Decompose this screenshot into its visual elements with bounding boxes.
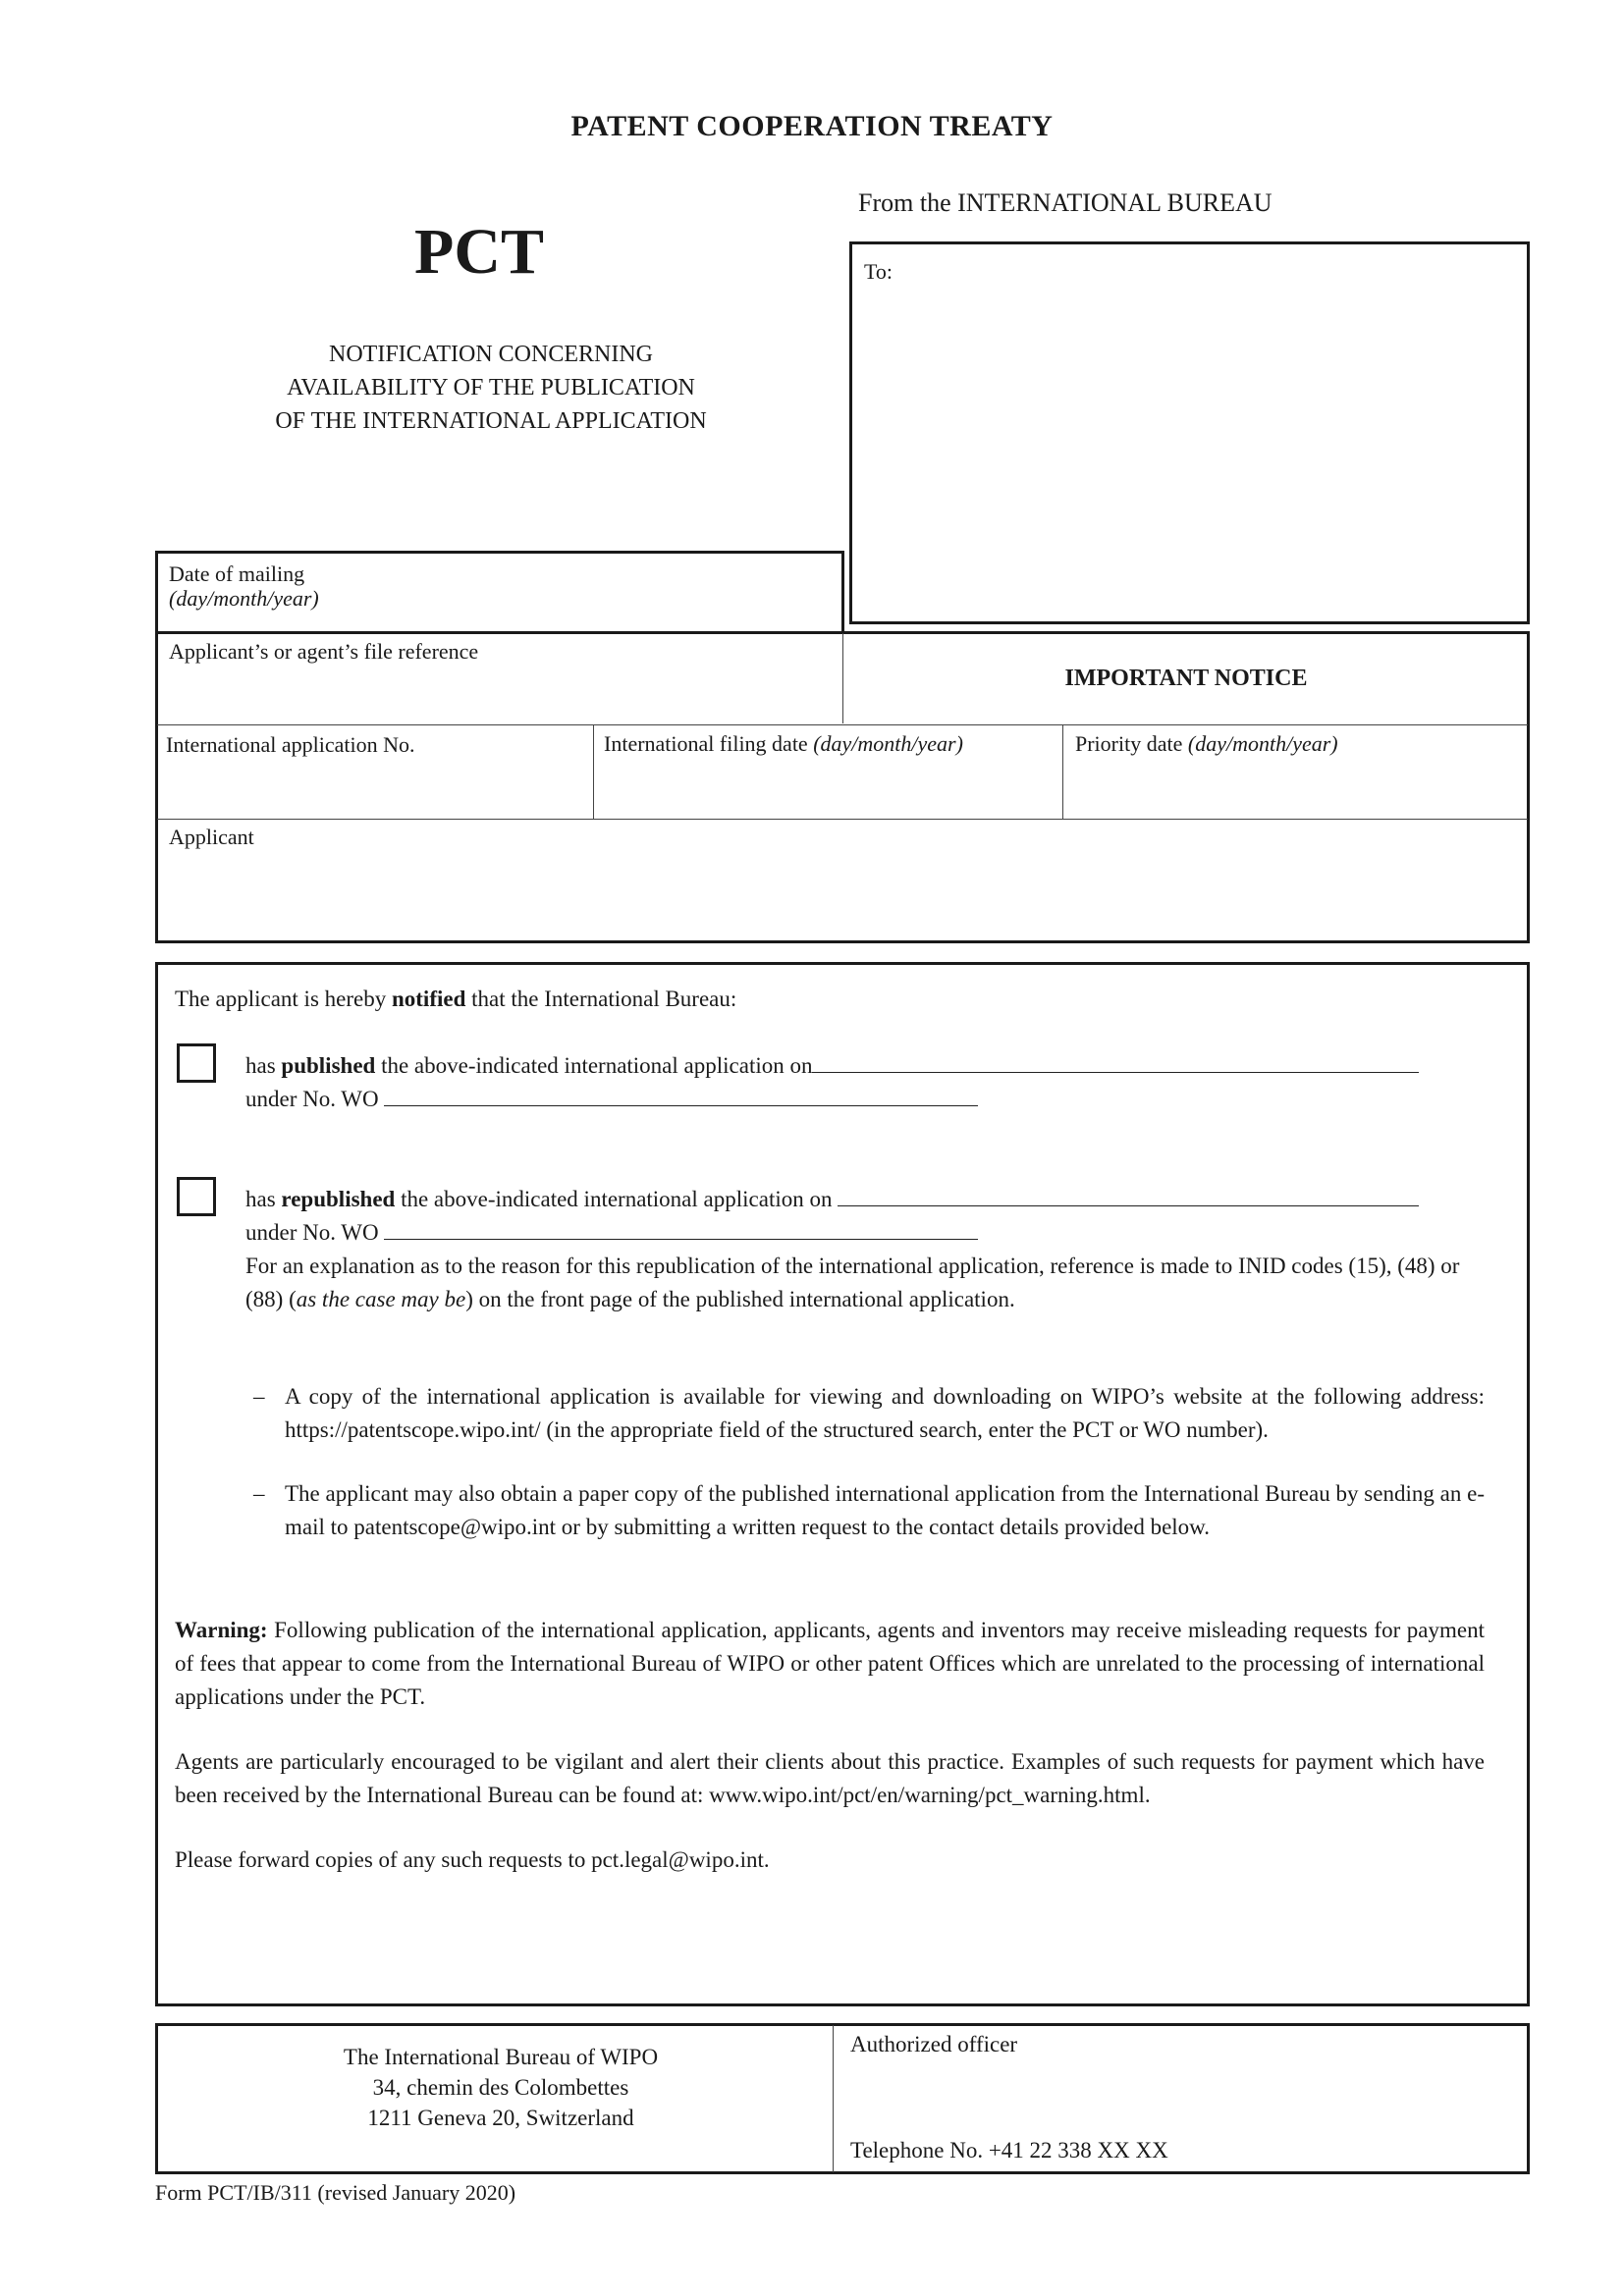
priority-date-field[interactable]: [1075, 762, 1517, 811]
date-of-mailing-format: (day/month/year): [169, 586, 319, 611]
notification-intro: [175, 983, 736, 1016]
warning-paragraph: [175, 1614, 1485, 1714]
intro-text-pre: The applicant is hereby: [175, 987, 392, 1011]
published-text-bold: published: [281, 1053, 376, 1078]
published-line-2: [245, 1083, 978, 1116]
published-checkbox[interactable]: [177, 1043, 216, 1083]
intl-filing-date-text: International filing date: [604, 731, 808, 756]
published-date-line[interactable]: [812, 1052, 1419, 1073]
intro-text-bold: notified: [391, 987, 466, 1011]
file-reference-label: Applicant’s or agent’s file reference: [169, 639, 479, 664]
intl-filing-date-label: [604, 731, 963, 757]
form-title-line-1: NOTIFICATION CONCERNING: [329, 342, 653, 367]
republished-checkbox[interactable]: [177, 1177, 216, 1216]
republished-wo-line[interactable]: [384, 1219, 978, 1240]
bullet-website: A copy of the international application is available for viewing and downloading on WIPO’s website at the following address: https://patentscope.wipo.int/ (in the appropriate field of the structured search, enter the PCT or WO number).: [285, 1384, 1485, 1442]
intl-filing-date-format: (day/month/year): [813, 731, 963, 756]
divider: [1062, 724, 1063, 820]
divider: [157, 819, 1528, 820]
republished-line-2: [245, 1216, 978, 1250]
form-title-line-2: AVAILABILITY OF THE PUBLICATION: [287, 375, 695, 400]
telephone-number: Telephone No. +41 22 338 XX XX: [850, 2138, 1168, 2163]
applicant-label: Applicant: [169, 825, 254, 849]
republished-text-post: the above-indicated international application on: [395, 1187, 839, 1211]
treaty-heading: PATENT COOPERATION TREATY: [570, 110, 1054, 142]
republished-text-pre: has: [245, 1187, 282, 1211]
file-reference-field[interactable]: [169, 667, 827, 717]
explanation-pre: For an explanation as to the reason for this republication of the international application, reference is made to INID codes (15), (48) or (88) (: [245, 1254, 1460, 1311]
bullet-dash-2: –: [253, 1481, 265, 1506]
divider: [842, 633, 843, 723]
warning-text: Following publication of the international application, applicants, agents and inventors may receive misleading requests for payment of fees that appear to come from the International Bureau of WIPO or other patent Offices which are unrelated to the processing of international applications under the PCT.: [175, 1618, 1485, 1709]
to-label: To:: [864, 259, 893, 284]
addressee-box[interactable]: [849, 241, 1530, 624]
authorized-officer-field[interactable]: [850, 2061, 1518, 2130]
published-wo-line[interactable]: [384, 1086, 978, 1106]
date-of-mailing-label: Date of mailing: [169, 561, 305, 586]
explanation-italic: as the case may be: [296, 1287, 466, 1311]
bullet-paper-copy: The applicant may also obtain a paper copy of the published international application from the International Bureau by sending an e-mail to patentscope@wipo.int or by submitting a written request to the contact details provided below.: [285, 1481, 1485, 1539]
priority-date-format: (day/month/year): [1187, 731, 1338, 756]
pct-title: PCT: [414, 216, 544, 288]
wipo-address: [236, 2042, 766, 2133]
published-wo-label: under No. WO: [245, 1087, 379, 1111]
republished-line-1: [245, 1183, 1483, 1216]
from-label: From the INTERNATIONAL BUREAU: [858, 188, 1272, 217]
intl-filing-date-field[interactable]: [604, 762, 1051, 811]
form-title: [196, 338, 785, 438]
authorized-officer-label: Authorized officer: [850, 2032, 1018, 2056]
explanation-post: ) on the front page of the published international application.: [465, 1287, 1015, 1311]
form-identifier: Form PCT/IB/311 (revised January 2020): [155, 2180, 516, 2205]
published-text-pre: has: [245, 1053, 282, 1078]
republished-date-line[interactable]: [838, 1186, 1419, 1206]
priority-date-label: [1075, 731, 1338, 757]
priority-date-text: Priority date: [1075, 731, 1183, 756]
divider: [833, 2025, 834, 2172]
address-line-3: 1211 Geneva 20, Switzerland: [367, 2106, 634, 2130]
intl-app-no-label: International application No.: [166, 732, 415, 757]
intl-app-no-field[interactable]: [166, 762, 583, 811]
warning-label: Warning:: [175, 1618, 268, 1642]
divider: [593, 724, 594, 820]
applicant-field[interactable]: [169, 854, 1514, 933]
intro-text-post: that the International Bureau:: [465, 987, 737, 1011]
form-title-line-3: OF THE INTERNATIONAL APPLICATION: [275, 408, 707, 434]
bullet-dash-1: –: [253, 1384, 265, 1409]
divider: [157, 724, 1528, 725]
address-line-1: The International Bureau of WIPO: [343, 2045, 659, 2069]
forward-paragraph: Please forward copies of any such requests to pct.legal@wipo.int.: [175, 1847, 770, 1872]
published-text-post: the above-indicated international application on: [375, 1053, 813, 1078]
republished-text-bold: republished: [281, 1187, 396, 1211]
address-line-2: 34, chemin des Colombettes: [372, 2075, 629, 2100]
republication-explanation: [245, 1250, 1485, 1316]
published-line-1: [245, 1049, 1483, 1083]
agents-paragraph: Agents are particularly encouraged to be vigilant and alert their clients about this practice. Examples of such requests for payment which have been received by the International Bureau can be found at: www.wipo.int/pct/en/warning/pct_warning.html.: [175, 1749, 1485, 1807]
republished-wo-label: under No. WO: [245, 1220, 379, 1245]
important-notice: IMPORTANT NOTICE: [1064, 666, 1308, 691]
